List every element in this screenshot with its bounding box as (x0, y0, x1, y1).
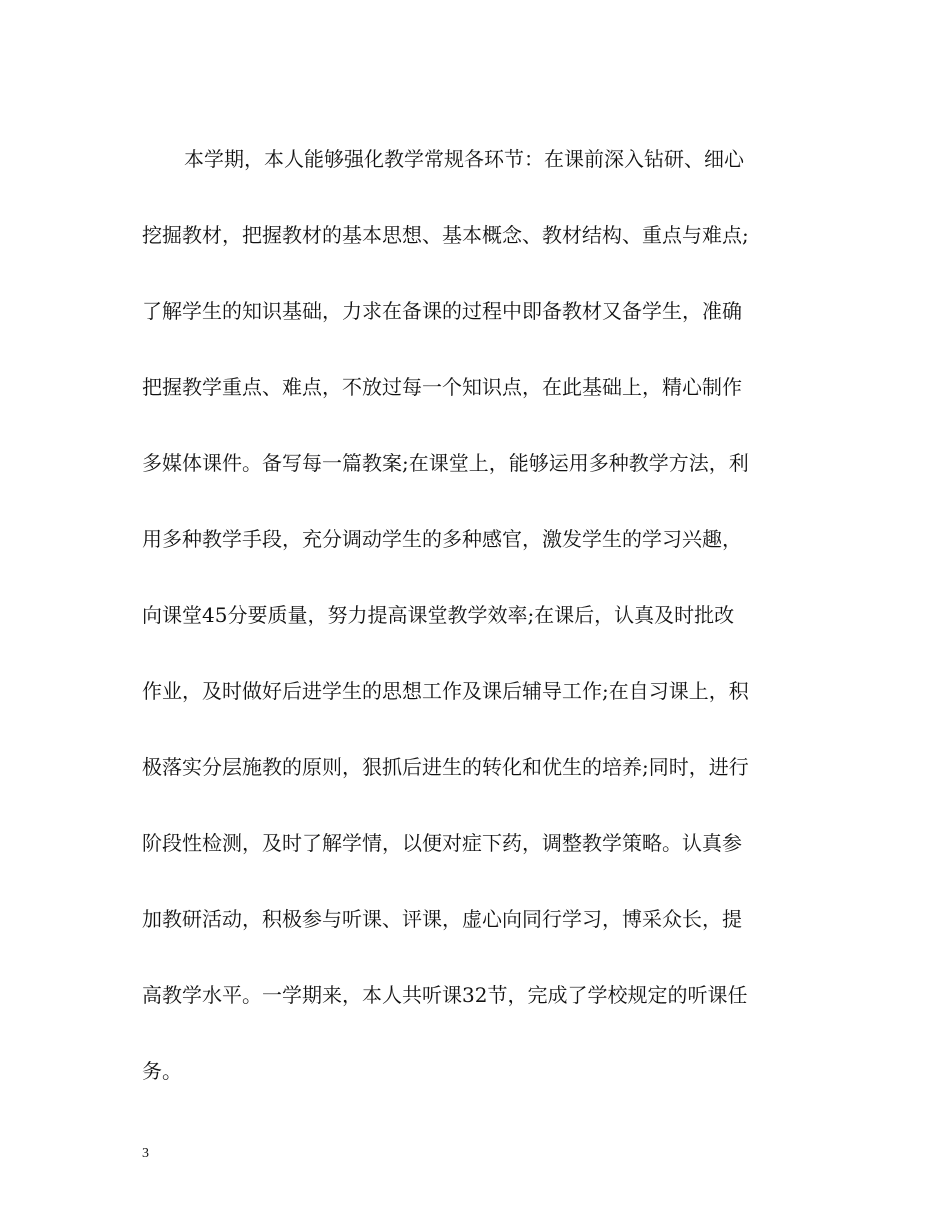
paragraph-line: 用多种教学手段，充分调动学生的多种感官，激发学生的学习兴趣， (142, 527, 742, 551)
paragraph-line: 作业，及时做好后进学生的思想工作及课后辅导工作;在自习课上，积 (142, 679, 749, 703)
paragraph-line: 多媒体课件。备写每一篇教案;在课堂上，能够运用多种教学方法，利 (142, 451, 749, 475)
paragraph-line: 挖掘教材，把握教材的基本思想、基本概念、教材结构、重点与难点; (142, 223, 749, 247)
page-number: 3 (142, 1146, 149, 1161)
paragraph-line: 向课堂45分要质量，努力提高课堂教学效率;在课后，认真及时批改 (142, 603, 735, 627)
paragraph-line: 极落实分层施教的原则，狠抓后进生的转化和优生的培养;同时，进行 (142, 755, 749, 779)
paragraph (142, 140, 812, 1128)
paragraph-line: 把握教学重点、难点，不放过每一个知识点，在此基础上，精心制作 (142, 375, 742, 399)
paragraph-line: 本学期，本人能够强化教学常规各环节：在课前深入钻研、细心 (184, 147, 744, 171)
paragraph-line: 务。 (142, 1059, 182, 1083)
paragraph-line: 加教研活动，积极参与听课、评课，虚心向同行学习，博采众长，提 (142, 907, 742, 931)
paragraph-line: 阶段性检测，及时了解学情，以便对症下药，调整教学策略。认真参 (142, 831, 742, 855)
paragraph-line: 了解学生的知识基础，力求在备课的过程中即备教材又备学生，准确 (142, 299, 742, 323)
paragraph-line: 高教学水平。一学期来，本人共听课32节，完成了学校规定的听课任 (142, 983, 748, 1007)
